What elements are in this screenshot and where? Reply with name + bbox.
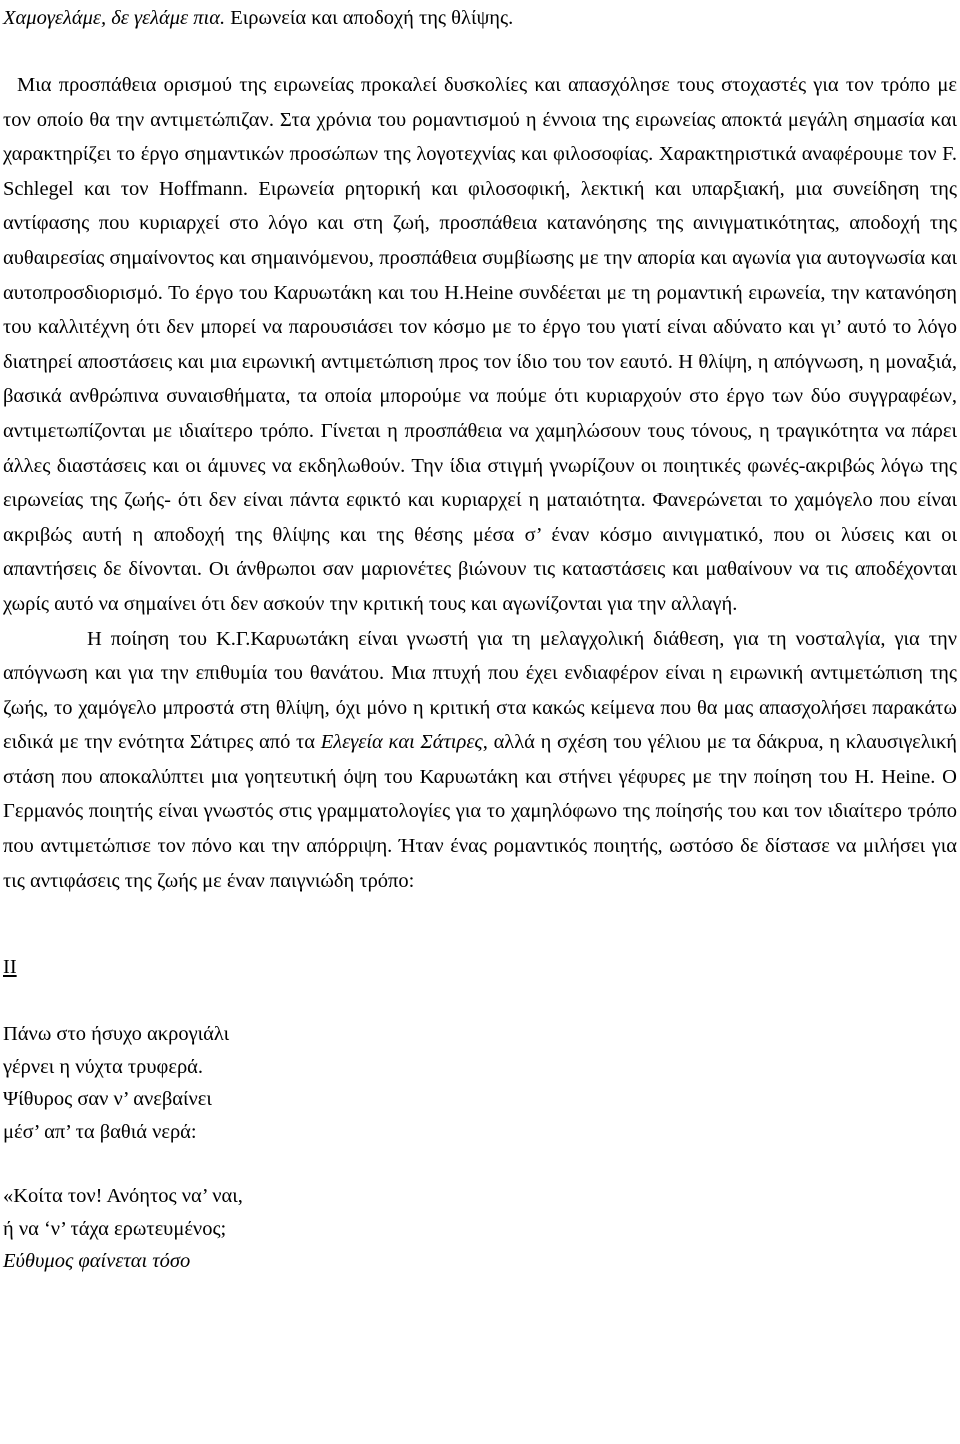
verse-line: ή να ‘ν’ τάχα ερωτευμένος; <box>3 1217 227 1240</box>
verse-line-italic: Εύθυμος φαίνεται τόσο <box>3 1250 191 1273</box>
verse-line: Πάνω στο ήσυχο ακρογιάλι <box>3 1023 230 1046</box>
document-title <box>3 0 957 34</box>
verse-line: γέρνει η νύχτα τρυφερά. <box>3 1055 204 1078</box>
body-paragraph-2 <box>3 622 957 899</box>
paragraph-2-text-start: Η ποίηση του Κ.Γ.Καρυωτάκη είναι γνωστή για τη μελαγχολική διάθεση, για τη νοσταλγία, για την απόγνωση και για την επιθυμία του θανάτου. Μια πτυχή που έχει ενδιαφέρον είναι η ειρωνική αντιμετώπιση της ζωής, το χαμόγελο μπροστά στη θλίψη, όχι μόνο η κριτική στα κακώς κείμενα που θα μας απασχολήσει παρακάτω ειδικά με την ενότητα Σάτιρες από τα <box>3 627 957 754</box>
title-rest: Ειρωνεία και αποδοχή της θλίψης. <box>225 7 514 29</box>
book-title-italic: Ελεγεία και Σάτιρες <box>320 731 483 754</box>
verse-line: «Κοίτα τον! Ανόητος να’ ναι, <box>3 1185 243 1208</box>
body-paragraph-1: Μια προσπάθεια ορισμού της ειρωνείας προκαλεί δυσκολίες και απασχόλησε τους στοχαστές για τον τρόπο με τον οποίο θα την αντιμετώπιζαν. Στα χρόνια του ρομαντισμού η έννοια της ειρωνείας αποκτά μεγάλη σημασία και χαρακτηρίζει το έργο σημαντικών προσώπων της λογοτεχνίας και φιλοσοφίας. Χαρακτηριστικά αναφέρουμε τον F. Schlegel και τον Hoffmann. Ειρωνεία ρητορική και φιλοσοφική, λεκτική και υπαρξιακή, μια συνείδηση της αντίφασης που κυριαρχεί στο λόγο και στη ζωή, προσπάθεια κατανόησης της αινιγματικότητας, αποδοχή της αυθαιρεσίας σημαίνοντος και σημαινόμενου, προσπάθεια συμβίωσης με την απορία και αγωνία για αυτογνωσία και αυτοπροσδιορισμό. Το έργο του Καρυωτάκη και του H.Heine συνδέεται με τη ρομαντική ειρωνεία, την κατανόηση του καλλιτέχνη ότι δεν μπορεί να παρουσιάσει τον κόσμο με το έργο του γιατί είναι αδύνατο και γι’ αυτό το λόγο διατηρεί αποστάσεις και μια ειρωνική αντιμετώπιση προς τον ίδιο του τον εαυτό. Η θλίψη, η απόγνωση, η μοναξιά, βασικά ανθρώπινα συναισθήματα, τα οποία μπορούμε να πούμε ότι κυριαρχούν στο έργο των δύο συγγραφέων, αντιμετωπίζονται με ιδιαίτερο τρόπο. Γίνεται η προσπάθεια να χαμηλώσουν τους τόνους, η τραγικότητα να πάρει άλλες διαστάσεις και οι άμυνες να εκδηλωθούν. Την ίδια στιγμή γνωρίζουν οι ποιητικές φωνές-ακριβώς λόγω της ειρωνείας της ζωής- ότι δεν είναι πάντα εφικτό και κυριαρχεί η ματαιότητα. Φανερώνεται το χαμόγελο που είναι ακριβώς αυτή η αποδοχή της θλίψης και της θέσης μέσα σ’ έναν κόσμο αινιγματικό, που οι λύσεις και οι απαντήσεις δε δίνονται. Οι άνθρωποι σαν μαριονέτες βιώνουν τις καταστάσεις και μαθαίνουν να τις αποδέχονται χωρίς αυτό να σημαίνει ότι δεν ασκούν την κριτική τους και αγωνίζονται για την αλλαγή. <box>3 74 957 615</box>
paragraph-2-text-end: , αλλά η σχέση του γέλιου με τα δάκρυα, η κλαυσιγελική στάση που αποκαλύπτει μια γοητευτική όψη του Καρυωτάκη και στήνει γέφυρες με την ποίηση του Η. Heine. Ο Γερμανός ποιητής είναι γνωστός στις γραμματολογίες για το χαμηλόφωνο της ποίησής του και τον ιδιαίτερο τρόπο που αντιμετώπισε τον πόνο και την απόρριψη. Ήταν ένας ρομαντικός ποιητής, ωστόσο δε δίστασε να μιλήσει για τις αντιφάσεις της ζωής με έναν παιγνιώδη τρόπο: <box>3 731 957 892</box>
verse-line: μέσ’ απ’ τα βαθιά νερά: <box>3 1120 197 1143</box>
title-italic-part: Χαμογελάμε, δε γελάμε πια. <box>3 7 226 29</box>
document-page <box>3 0 957 1278</box>
poem-section-number: II <box>3 956 17 979</box>
poem-stanza-1 <box>3 1018 957 1148</box>
poem-stanza-2 <box>3 1180 957 1278</box>
verse-line: Ψίθυρος σαν ν’ ανεβαίνει <box>3 1088 212 1111</box>
